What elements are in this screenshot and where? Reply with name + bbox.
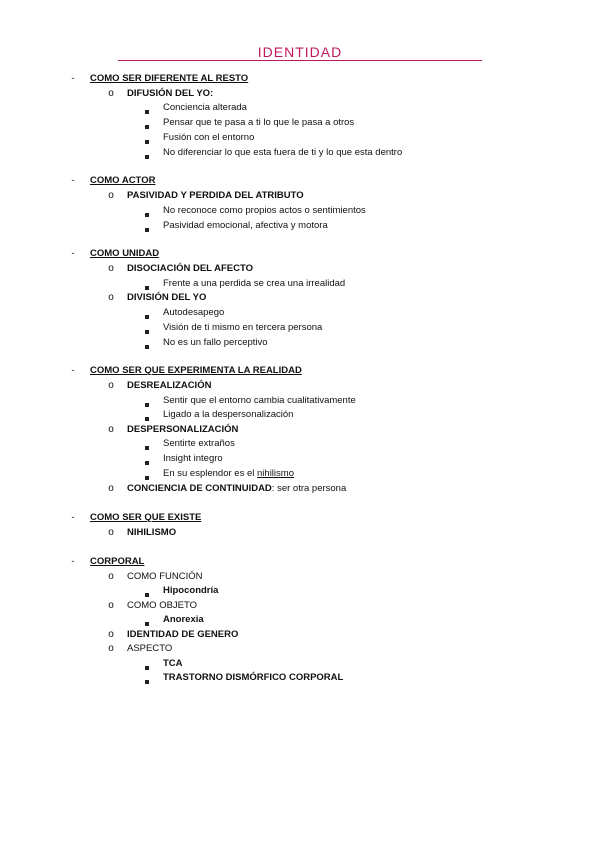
sub-item-text: Autodesapego [163, 307, 225, 318]
square-bullet-icon [142, 136, 152, 148]
section-heading: COMO SER QUE EXPERIMENTA LA REALIDAD [90, 365, 302, 376]
circle-marker: o [108, 571, 114, 582]
item-label: COMO OBJETO [127, 600, 198, 611]
square-bullet-icon [142, 106, 152, 118]
dash-marker: - [71, 175, 75, 186]
circle-marker: o [108, 527, 114, 538]
sub-item-text: Pensar que te pasa a ti lo que le pasa a otros [163, 117, 355, 128]
section-heading: CORPORAL [90, 556, 145, 567]
section-heading: COMO SER QUE EXISTE [90, 512, 202, 523]
square-bullet-icon [142, 399, 152, 411]
square-bullet-icon [142, 209, 152, 221]
sub-item-text: Ligado a la despersonalización [163, 409, 294, 420]
item-label: ASPECTO [127, 643, 173, 654]
square-bullet-icon [142, 442, 152, 454]
item-label: DESPERSONALIZACIÓN [127, 424, 239, 435]
square-bullet-icon [142, 341, 152, 353]
item-label: DESREALIZACIÓN [127, 380, 212, 391]
sub-item-text: Sentirte extraños [163, 438, 235, 449]
item-label: DIFUSIÓN DEL YO: [127, 88, 214, 99]
circle-marker: o [108, 292, 114, 303]
circle-marker: o [108, 380, 114, 391]
circle-marker: o [108, 263, 114, 274]
sub-item-text: TRASTORNO DISMÓRFICO CORPORAL [163, 672, 344, 683]
title-underline [118, 60, 482, 61]
circle-marker: o [108, 88, 114, 99]
sub-item-text: Pasividad emocional, afectiva y motora [163, 220, 328, 231]
dash-marker: - [71, 512, 75, 523]
section-heading: COMO UNIDAD [90, 248, 160, 259]
title-container [118, 44, 482, 60]
sub-item-text [163, 468, 294, 480]
item-text [127, 483, 346, 495]
item-label: NIHILISMO [127, 527, 177, 538]
square-bullet-icon [142, 326, 152, 338]
circle-marker: o [108, 424, 114, 435]
dash-marker: - [71, 73, 75, 84]
circle-marker: o [108, 190, 114, 201]
circle-marker: o [108, 483, 114, 494]
item-label: DISOCIACIÓN DEL AFECTO [127, 263, 253, 274]
square-bullet-icon [142, 676, 152, 688]
dash-marker: - [71, 556, 75, 567]
sub-item-text: No diferenciar lo que esta fuera de ti y lo que esta dentro [163, 147, 403, 158]
item-label: COMO FUNCIÓN [127, 571, 203, 582]
sub-item-text: Visión de ti mismo en tercera persona [163, 322, 323, 333]
sub-item-text: TCA [163, 658, 183, 669]
square-bullet-icon [142, 311, 152, 323]
section-heading: COMO ACTOR [90, 175, 156, 186]
dash-marker: - [71, 248, 75, 259]
item-label: DIVISIÓN DEL YO [127, 292, 207, 303]
item-suffix: : ser otra persona [271, 483, 347, 494]
square-bullet-icon [142, 121, 152, 133]
square-bullet-icon [142, 151, 152, 163]
sub-item-text: Sentir que el entorno cambia cualitativamente [163, 395, 356, 406]
sub-item-text: No es un fallo perceptivo [163, 337, 268, 348]
item-label: IDENTIDAD DE GENERO [127, 629, 239, 640]
sub-item-text: Hipocondría [163, 585, 219, 596]
sub-item-text: Fusión con el entorno [163, 132, 255, 143]
dash-marker: - [71, 365, 75, 376]
square-bullet-icon [142, 457, 152, 469]
square-bullet-icon [142, 662, 152, 674]
circle-marker: o [108, 629, 114, 640]
item-label: CONCIENCIA DE CONTINUIDAD [127, 483, 272, 494]
sub-item-text: Anorexia [163, 614, 204, 625]
circle-marker: o [108, 600, 114, 611]
page-title: IDENTIDAD [257, 44, 343, 60]
square-bullet-icon [142, 224, 152, 236]
nihilismo-link[interactable]: nihilismo [257, 468, 294, 479]
item-label: PASIVIDAD Y PERDIDA DEL ATRIBUTO [127, 190, 304, 201]
sub-item-text: Conciencia alterada [163, 102, 247, 113]
sub-item-text: No reconoce como propios actos o sentimientos [163, 205, 366, 216]
sub-item-text: Frente a una perdida se crea una irrealidad [163, 278, 346, 289]
circle-marker: o [108, 643, 114, 654]
section-heading: COMO SER DIFERENTE AL RESTO [90, 73, 249, 84]
sub-item-prefix: En su esplendor es el [163, 468, 258, 479]
sub-item-text: Insight integro [163, 453, 223, 464]
